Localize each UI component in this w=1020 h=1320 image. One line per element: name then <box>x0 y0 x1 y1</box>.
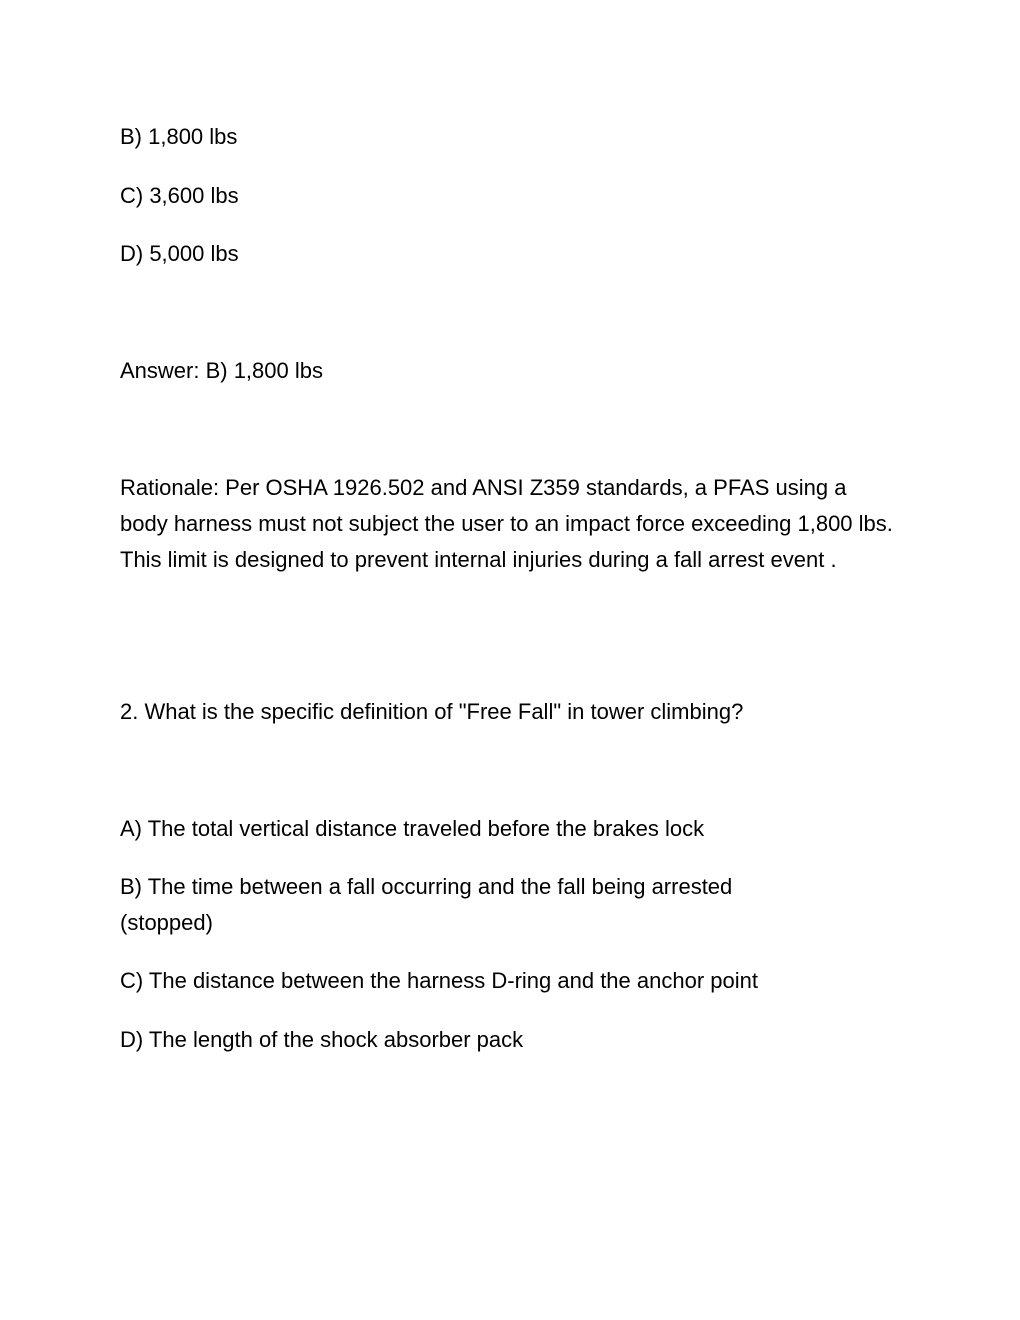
q2-option-a: A) The total vertical distance traveled before the brakes lock <box>120 816 705 841</box>
q1-rationale: Rationale: Per OSHA 1926.502 and ANSI Z359 standards, a PFAS using a body harness must not subject the user to an impact force exceeding 1,800 lbs. This limit is designed to prevent internal injuries during a fall arrest event . <box>120 475 893 572</box>
q1-answer: Answer: B) 1,800 lbs <box>120 358 323 383</box>
q1-option-d: D) 5,000 lbs <box>120 241 239 266</box>
q2-option-c: C) The distance between the harness D-ring and the anchor point <box>120 968 758 993</box>
q1-option-b: B) 1,800 lbs <box>120 124 238 149</box>
q2-option-b: B) The time between a fall occurring and the fall being arrested (stopped) <box>120 874 733 935</box>
q1-option-c: C) 3,600 lbs <box>120 183 239 208</box>
q2-prompt: 2. What is the specific definition of "Free Fall" in tower climbing? <box>120 699 744 724</box>
q2-option-d: D) The length of the shock absorber pack <box>120 1027 524 1052</box>
